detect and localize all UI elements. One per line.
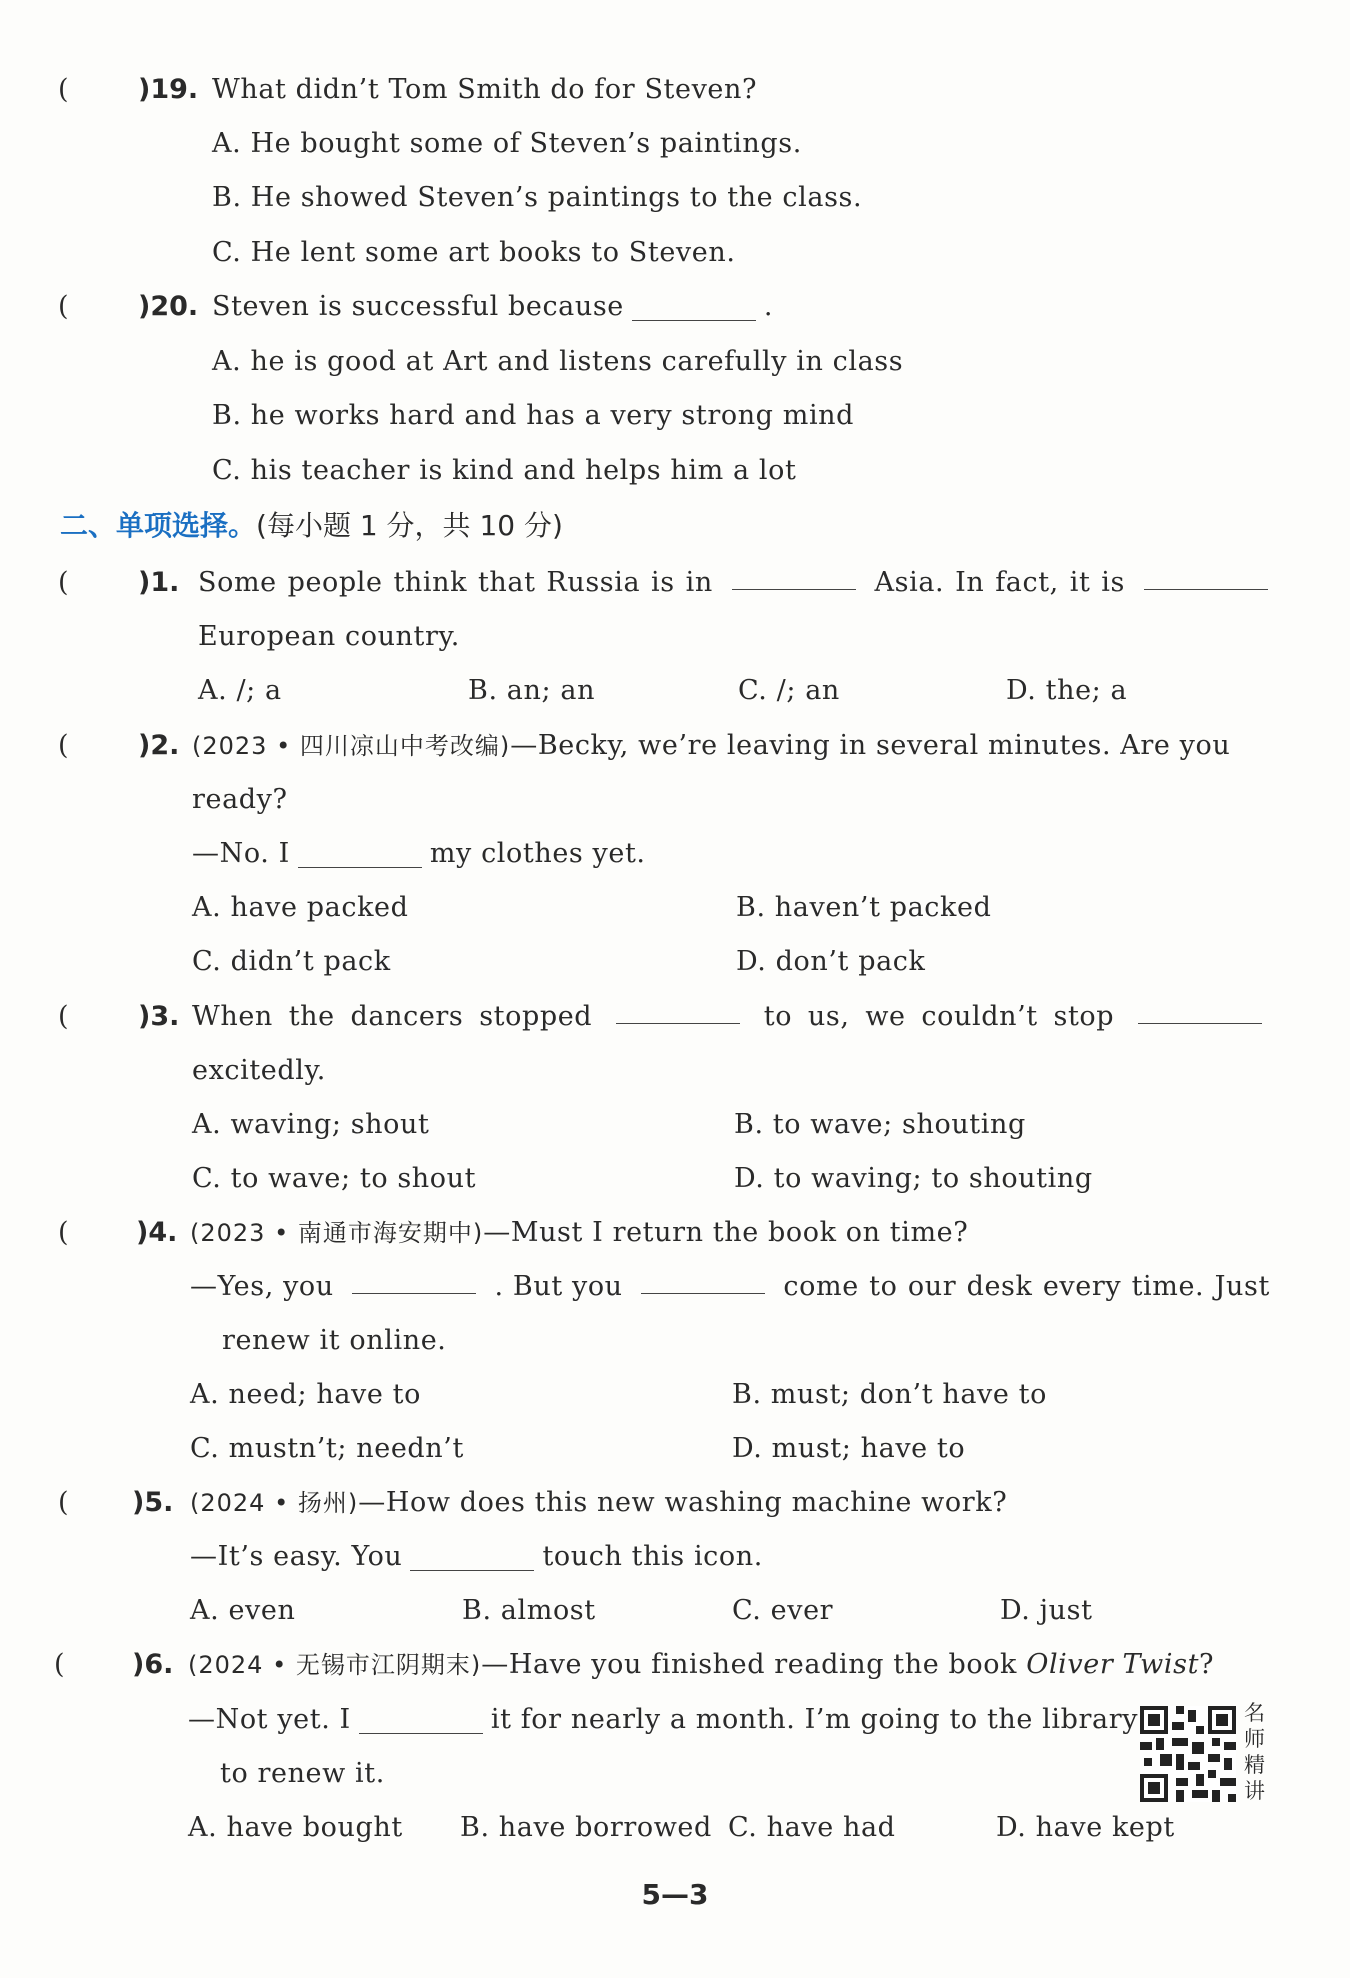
option-d: D. have kept [996, 1812, 1175, 1843]
option-c: C. have had [728, 1812, 896, 1843]
question-source: (2024 • 无锡市江阴期末) [188, 1651, 482, 1679]
option-c: C. /; an [738, 675, 840, 706]
option-c: C. his teacher is kind and helps him a lot [212, 455, 797, 486]
option-d: D. to waving; to shouting [734, 1163, 1093, 1194]
option-a: A. /; a [198, 675, 282, 706]
question-stem: What didn’t Tom Smith do for Steven? [212, 74, 758, 105]
answer-bracket[interactable]: ( [54, 1649, 65, 1680]
option-d: D. just [1000, 1595, 1093, 1626]
answer-blank[interactable] [1138, 997, 1262, 1024]
option-b: B. must; don’t have to [732, 1379, 1047, 1410]
option-b: B. he works hard and has a very strong mind [212, 400, 855, 431]
worksheet-page: ( )19. What didn’t Tom Smith do for Steven? A. He bought some of Steven’s paintings. B. He showed Steven’s paintings to the class. C. He lent some art books to Steven. ( )20. Steven is successful because . A. he is good at Art and listens carefully in class B. he works hard and has a very strong mind C. his teacher is kind and helps him a lot 二、单项选择。(每小题 1 分，共 10 分) ( )1. Some people think that Russia is in Asia. In fact, it is European country. A. /; a B. an; an C. /; an D. the; a ( )2. (2023 • 四川凉山中考改编)—Becky, we’re leaving in several minutes. Are you ready? —No. I my clothes yet. A. have packed B. haven’t packed C. didn’t pack D. don’t pack ( )3. When the dancers stopped to us, we couldn’t stop excitedly. A. waving; shout B. to wave; shouting C. to wave; to shout D. to waving; to shouting ( )4. (2023 • 南通市海安期中)—Must I return the book on time? —Yes, you . But you come to our desk every time. Just renew it online. A. need; have to B. must; don’t have to C. mustn’t; needn’t D. must; have to ( )5. (2024 • 扬州)—How does this new washing machine work? —It’s easy. You touch this icon. A. even B. almost C. ever D. just ( )6. (2024 • 无锡市江阴期末)—Have you finished reading the book Oliver Twist? —Not yet. I it for nearly a month. I’m going to the library to renew it. A. have bought B. have borrowed C. have had D. have kept 名师精讲 5—3 [0, 0, 1350, 1978]
option-b: B. an; an [468, 675, 596, 706]
answer-bracket[interactable]: ( [58, 567, 69, 598]
answer-blank[interactable] [1144, 563, 1268, 590]
answer-bracket[interactable]: ( [58, 1001, 69, 1032]
option-d: D. must; have to [732, 1433, 966, 1464]
answer-blank[interactable] [632, 294, 756, 321]
option-a: A. even [190, 1595, 296, 1626]
section-heading [60, 504, 563, 548]
option-a: A. need; have to [190, 1379, 421, 1410]
question-number: )20. [138, 291, 199, 322]
question-6-line-3: to renew it. [220, 1758, 385, 1789]
option-a: A. have bought [188, 1812, 403, 1843]
question-number: )3. [138, 1001, 180, 1032]
section-scoring: (每小题 1 分，共 10 分) [256, 509, 563, 542]
option-a: A. have packed [192, 892, 409, 923]
question-4-line-3: renew it online. [222, 1325, 447, 1356]
question-number: )4. [136, 1217, 178, 1248]
answer-blank[interactable] [641, 1267, 765, 1294]
question-number: )5. [132, 1487, 174, 1518]
answer-blank[interactable] [298, 841, 422, 868]
option-b: B. haven’t packed [736, 892, 992, 923]
answer-bracket[interactable]: ( [58, 1217, 69, 1248]
option-b: B. He showed Steven’s paintings to the class. [212, 182, 863, 213]
question-number: )2. [138, 730, 180, 761]
answer-blank[interactable] [616, 997, 740, 1024]
question-1-line-2: European country. [198, 621, 460, 652]
option-c: C. ever [732, 1595, 834, 1626]
question-2-line-2: ready? [192, 784, 288, 815]
question-3-line-2: excitedly. [192, 1055, 326, 1086]
answer-line: —Not yet. I it for nearly a month. I’m going to the library [188, 1704, 1139, 1735]
answer-blank[interactable] [410, 1544, 534, 1571]
option-d: D. don’t pack [736, 946, 926, 977]
answer-blank[interactable] [359, 1707, 483, 1734]
question-stem: —Becky, we’re leaving in several minutes. Are you [510, 730, 1231, 761]
answer-bracket[interactable]: ( [58, 74, 69, 105]
option-c: C. mustn’t; needn’t [190, 1433, 464, 1464]
option-c: C. to wave; to shout [192, 1163, 477, 1194]
option-b: B. have borrowed [460, 1812, 712, 1843]
option-a: A. he is good at Art and listens carefully in class [212, 346, 904, 377]
question-source: (2024 • 扬州) [190, 1489, 359, 1517]
question-number: )6. [132, 1649, 174, 1680]
question-number: )1. [138, 567, 180, 598]
option-a: A. waving; shout [192, 1109, 430, 1140]
option-b: B. almost [462, 1595, 596, 1626]
option-d: D. the; a [1006, 675, 1128, 706]
answer-bracket[interactable]: ( [58, 730, 69, 761]
qr-label: 名师精讲 [1244, 1701, 1265, 1803]
option-c: C. He lent some art books to Steven. [212, 237, 736, 268]
question-stem: —How does this new washing machine work? [358, 1487, 1008, 1518]
question-source: (2023 • 四川凉山中考改编) [192, 732, 511, 760]
question-source: (2023 • 南通市海安期中) [190, 1219, 484, 1247]
option-a: A. He bought some of Steven’s paintings. [212, 128, 802, 159]
page-number: 5—3 [641, 1878, 709, 1911]
option-b: B. to wave; shouting [734, 1109, 1026, 1140]
option-c: C. didn’t pack [192, 946, 391, 977]
answer-bracket[interactable]: ( [58, 291, 69, 322]
answer-line: —It’s easy. You touch this icon. [190, 1541, 763, 1572]
answer-line: —No. I my clothes yet. [192, 838, 646, 869]
question-stem: —Must I return the book on time? [483, 1217, 969, 1248]
book-title: Oliver Twist [1026, 1649, 1200, 1680]
question-number: )19. [138, 74, 199, 105]
answer-bracket[interactable]: ( [58, 1487, 69, 1518]
question-stem: Steven is successful because [212, 291, 624, 322]
question-stem: —Have you finished reading the book [481, 1649, 1018, 1680]
answer-blank[interactable] [352, 1267, 476, 1294]
section-title: 二、单项选择。 [60, 509, 257, 542]
answer-blank[interactable] [732, 563, 856, 590]
qr-code-icon[interactable] [1140, 1706, 1236, 1802]
